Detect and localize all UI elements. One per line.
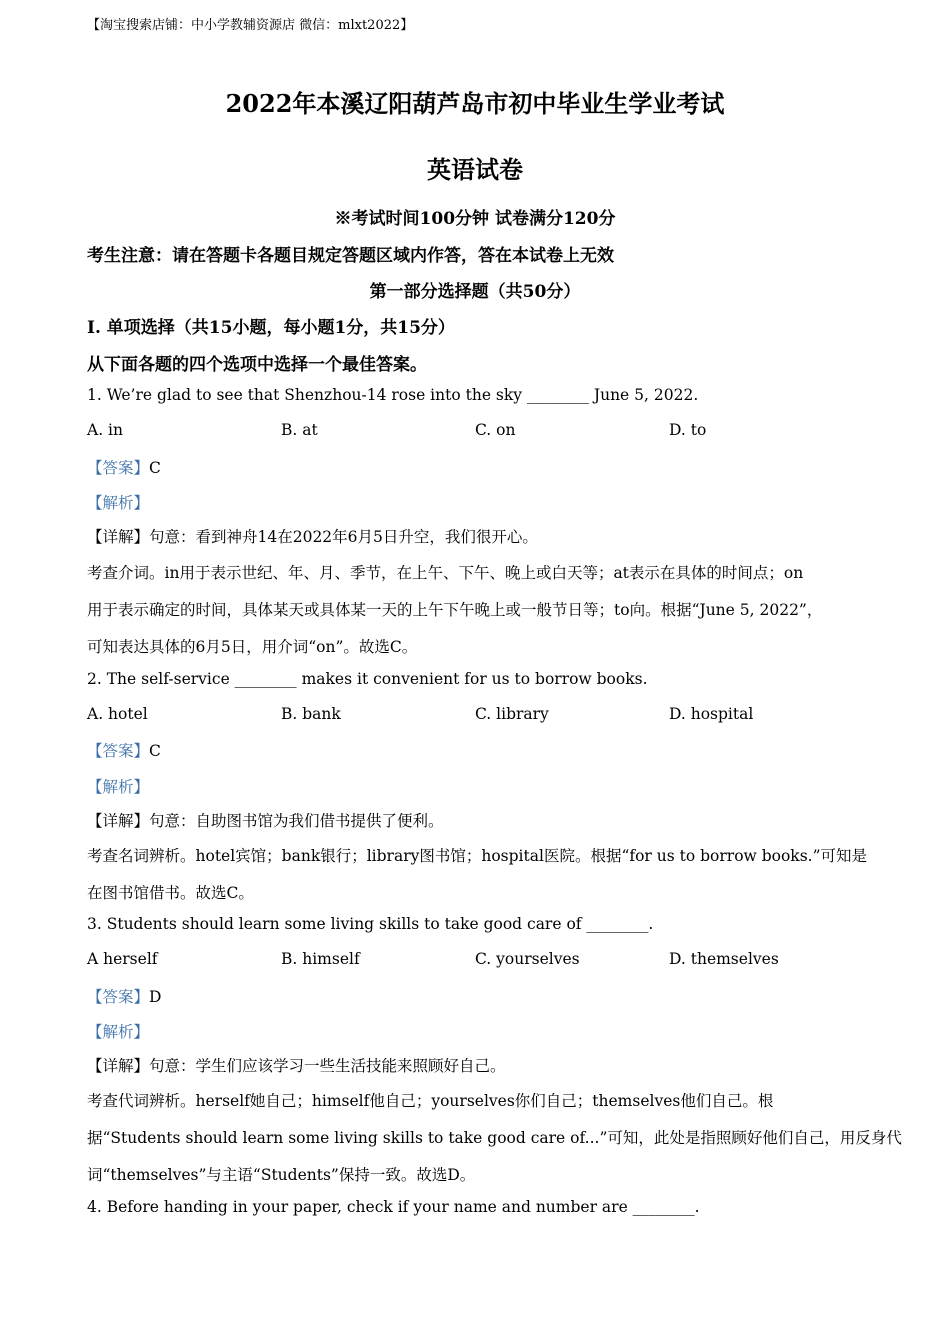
question-1-analysis-tag: 【解析】	[87, 494, 150, 512]
question-3-stem: 3. Students should learn some living skills to take good care of ________.	[87, 915, 654, 933]
answer-tag: 【答案】	[87, 742, 150, 760]
part-title: 第一部分选择题（共50分）	[369, 282, 581, 302]
question-3-detail-line: 【详解】句意：学生们应该学习一些生活技能来照顾好自己。	[87, 1057, 506, 1075]
exam-subtitle: 英语试卷	[427, 155, 523, 184]
question-1-detail-line: 【详解】句意：看到神舟14在2022年6月5日升空，我们很开心。	[87, 528, 538, 546]
question-2-option-d: D. hospital	[669, 705, 754, 723]
question-3-answer	[87, 985, 161, 1007]
exam-title: 2022年本溪辽阳葫芦岛市初中毕业生学业考试	[225, 89, 725, 118]
question-1-option-c: C. on	[475, 421, 516, 439]
question-3-detail-line: 考查代词辨析。herself她自己；himself他自己；yourselves你们自己；themselves他们自己。根	[87, 1092, 774, 1110]
question-1-option-a: A. in	[87, 421, 123, 439]
question-2-option-a: A. hotel	[87, 705, 148, 723]
section-instruction: 从下面各题的四个选项中选择一个最佳答案。	[87, 355, 427, 375]
answer-value: C	[149, 742, 161, 760]
question-1-option-b: B. at	[281, 421, 318, 439]
question-2-stem: 2. The self-service ________ makes it convenient for us to borrow books.	[87, 670, 648, 688]
question-2-detail-line: 【详解】句意：自助图书馆为我们借书提供了便利。	[87, 812, 444, 830]
answer-value: D	[149, 988, 162, 1006]
question-1-detail-line: 用于表示确定的时间，具体某天或具体某一天的上午下午晚上或一般节日等；to向。根据“June 5, 2022”，	[87, 601, 823, 619]
question-3-detail-line: 词“themselves”与主语“Students”保持一致。故选D。	[87, 1166, 476, 1184]
question-2-option-b: B. bank	[281, 705, 341, 723]
shop-header-note: 【淘宝搜索店铺：中小学教辅资源店 微信：mlxt2022】	[87, 18, 414, 33]
question-3-option-d: D. themselves	[669, 950, 779, 968]
question-3-option-b: B. himself	[281, 950, 360, 968]
question-1-option-d: D. to	[669, 421, 707, 439]
question-3-analysis-tag: 【解析】	[87, 1023, 150, 1041]
question-3-option-c: C. yourselves	[475, 950, 580, 968]
question-1-stem: 1. We’re glad to see that Shenzhou-14 rose into the sky ________ June 5, 2022.	[87, 386, 699, 404]
exam-notice: 考生注意：请在答题卡各题目规定答题区域内作答，答在本试卷上无效	[87, 246, 614, 266]
question-2-option-c: C. library	[475, 705, 549, 723]
answer-tag: 【答案】	[87, 459, 150, 477]
question-2-detail-line: 考查名词辨析。hotel宾馆；bank银行；library图书馆；hospital医院。根据“for us to borrow books.”可知是	[87, 847, 868, 865]
question-1-detail-line: 考查介词。in用于表示世纪、年、月、季节，在上午、下午、晚上或白天等；at表示在具体的时间点；on	[87, 564, 804, 582]
question-2-answer	[87, 739, 161, 761]
question-3-option-a: A herself	[87, 950, 158, 968]
question-3-detail-line: 据“Students should learn some living skills to take good care of...”可知，此处是指照顾好他们自己，用反身代	[87, 1129, 902, 1147]
question-2-analysis-tag: 【解析】	[87, 778, 150, 796]
section-title: I. 单项选择（共15小题，每小题1分，共15分）	[87, 318, 455, 338]
exam-info: ※考试时间100分钟 试卷满分120分	[334, 209, 616, 229]
answer-value: C	[149, 459, 161, 477]
question-1-detail-line: 可知表达具体的6月5日，用介词“on”。故选C。	[87, 638, 418, 656]
question-1-answer	[87, 456, 161, 478]
question-4-stem: 4. Before handing in your paper, check if your name and number are ________.	[87, 1198, 700, 1216]
answer-tag: 【答案】	[87, 988, 150, 1006]
question-2-detail-line: 在图书馆借书。故选C。	[87, 884, 254, 902]
